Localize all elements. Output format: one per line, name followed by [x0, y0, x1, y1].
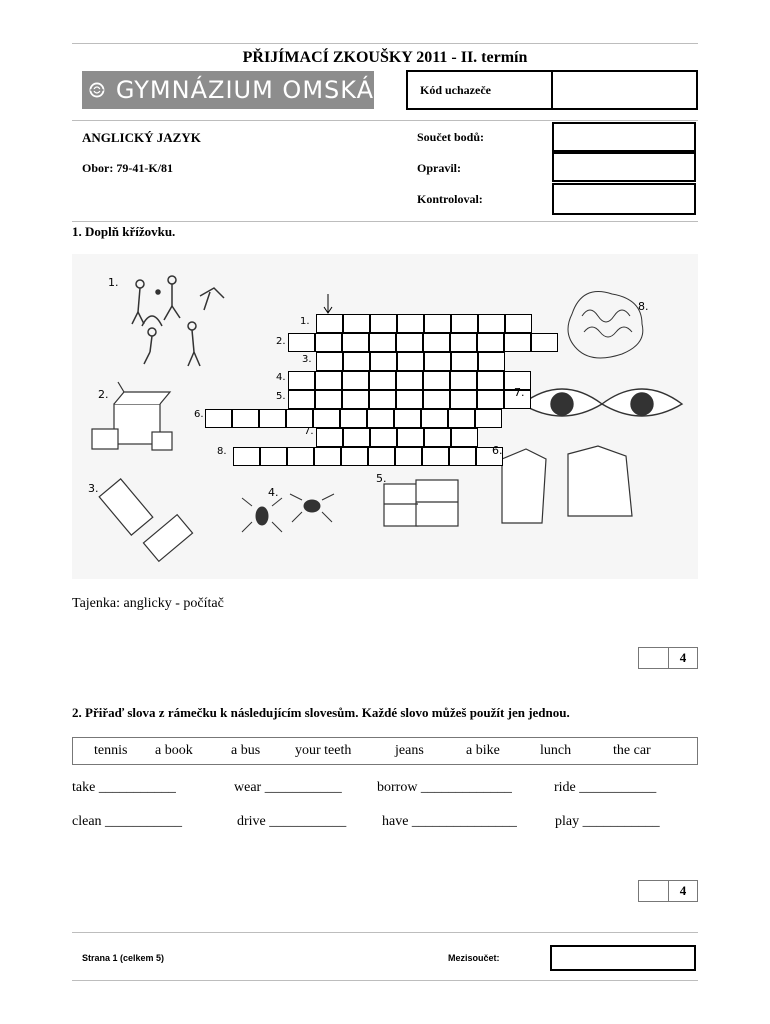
word-option: lunch: [540, 743, 572, 758]
word-option: a bus: [231, 743, 261, 758]
crossword-cell[interactable]: [505, 314, 532, 333]
crossword-cell[interactable]: [340, 409, 367, 428]
verb-blank[interactable]: borrow _____________: [377, 780, 512, 795]
crossword-cell[interactable]: [288, 333, 315, 352]
rule: [72, 221, 698, 222]
crossword-cell[interactable]: [205, 409, 232, 428]
spiders-icon: [242, 494, 334, 532]
crossword-cell[interactable]: [477, 371, 504, 390]
crossword-cell[interactable]: [369, 390, 396, 409]
rule: [72, 120, 698, 121]
crossword-cell[interactable]: [422, 447, 449, 466]
crossword-cell[interactable]: [287, 447, 314, 466]
page-number: Strana 1 (celkem 5): [82, 953, 165, 963]
crossword-cell[interactable]: [232, 409, 259, 428]
verb-blank[interactable]: have _______________: [382, 814, 517, 829]
task1-heading: 1. Doplň křížovku.: [72, 224, 176, 239]
crossword-cell[interactable]: [314, 447, 341, 466]
tajenka-text: Tajenka: anglicky - počítač: [72, 596, 224, 611]
crossword-cell[interactable]: [396, 333, 423, 352]
picture-label: 3.: [88, 482, 99, 495]
crossword-cell[interactable]: [369, 333, 396, 352]
crossword-cell[interactable]: [343, 352, 370, 371]
kod-uchazece-label: Kód uchazeče: [420, 83, 491, 97]
crossword-cell[interactable]: [396, 390, 423, 409]
word-option: your teeth: [295, 743, 352, 758]
crossword-cell[interactable]: [395, 447, 422, 466]
crossword-cell[interactable]: [451, 314, 478, 333]
crossword-cell[interactable]: [343, 428, 370, 447]
row-number: 5.: [276, 391, 286, 402]
curly-hair-icon: [568, 292, 643, 359]
crossword-cell[interactable]: [260, 447, 287, 466]
picture-label: 5.: [376, 472, 387, 485]
kod-divider: [551, 70, 553, 110]
picture-label: 8.: [638, 300, 649, 313]
crossword-cell[interactable]: [477, 333, 504, 352]
crossword-cell[interactable]: [342, 333, 369, 352]
crossword-cell[interactable]: [370, 428, 397, 447]
word-option: jeans: [395, 743, 424, 758]
mezisoucet-field[interactable]: [550, 945, 696, 971]
score-input-cell[interactable]: [639, 648, 669, 668]
crossword-picture: [72, 254, 698, 579]
word-option: a bike: [466, 743, 500, 758]
crossword-cell[interactable]: [451, 352, 478, 371]
obor-label: Obor: 79-41-K/81: [82, 161, 173, 175]
crossword-cell[interactable]: [367, 409, 394, 428]
top-rule: [72, 43, 698, 44]
crossword-cell[interactable]: [423, 390, 450, 409]
crossword-cell[interactable]: [288, 371, 315, 390]
crossword-cell[interactable]: [397, 428, 424, 447]
shirts-icon: [502, 446, 632, 523]
crossword-cell[interactable]: [370, 352, 397, 371]
crossword-cell[interactable]: [341, 447, 368, 466]
word-option: tennis: [94, 743, 128, 758]
crossword-cell[interactable]: [315, 371, 342, 390]
children-playing-icon: [132, 276, 224, 366]
crossword-cell[interactable]: [394, 409, 421, 428]
picture-label: 7.: [514, 386, 525, 399]
crossword-cell[interactable]: [370, 314, 397, 333]
mezisoucet-label: Mezisoučet:: [448, 953, 500, 963]
score-input-cell[interactable]: [639, 881, 669, 901]
opravil-label: Opravil:: [417, 161, 461, 175]
crossword-cell[interactable]: [477, 390, 504, 409]
page-title: PŘIJÍMACÍ ZKOUŠKY 2011 - II. termín: [242, 49, 528, 66]
crossword-cell[interactable]: [396, 371, 423, 390]
max-points: 4: [679, 883, 687, 898]
footer-rule: [72, 932, 698, 933]
row-number: 2.: [276, 336, 286, 347]
verb-blank[interactable]: wear ___________: [234, 780, 342, 795]
crossword-cell[interactable]: [450, 333, 477, 352]
row-number: 8.: [217, 446, 227, 457]
crossword-cell[interactable]: [478, 352, 505, 371]
kontroloval-label: Kontroloval:: [417, 192, 483, 206]
row-number: 1.: [300, 316, 310, 327]
subject-label: ANGLICKÝ JAZYK: [82, 130, 201, 145]
tajenka-arrow-icon: [324, 294, 332, 313]
crossword-cell[interactable]: [316, 428, 343, 447]
crossword-cell[interactable]: [288, 390, 315, 409]
crossword-cell[interactable]: [450, 390, 477, 409]
picture-label: 1.: [108, 276, 119, 289]
crossword-cell[interactable]: [315, 333, 342, 352]
task1-score-box: [638, 647, 698, 669]
soucet-bodu-label: Součet bodů:: [417, 130, 485, 144]
crossword-cell[interactable]: [313, 409, 340, 428]
picture-label: 4.: [268, 486, 279, 499]
crossword-cell[interactable]: [449, 447, 476, 466]
crossword-cell[interactable]: [316, 352, 343, 371]
crossword-cell[interactable]: [368, 447, 395, 466]
crossword-cell[interactable]: [397, 352, 424, 371]
picture-label: 6.: [492, 444, 503, 457]
crossword-cell[interactable]: [448, 409, 475, 428]
buses-icon: [384, 480, 458, 526]
crossword-cell[interactable]: [369, 371, 396, 390]
crossword-cell[interactable]: [342, 390, 369, 409]
crossword-cell[interactable]: [423, 371, 450, 390]
crossword-cell[interactable]: [397, 314, 424, 333]
crossword-cell[interactable]: [315, 390, 342, 409]
verb-blank[interactable]: take ___________: [72, 780, 176, 795]
verb-blank[interactable]: drive ___________: [237, 814, 347, 829]
footer-rule: [72, 980, 698, 981]
crossword-cell[interactable]: [421, 409, 448, 428]
crossword-cell[interactable]: [475, 409, 502, 428]
crossword-cell[interactable]: [342, 371, 369, 390]
row-number: 6.: [194, 409, 204, 420]
crossword-cell[interactable]: [316, 314, 343, 333]
crossword-cell[interactable]: [450, 371, 477, 390]
row-number: 4.: [276, 372, 286, 383]
soucet-bodu-field[interactable]: [552, 122, 696, 152]
verb-blank[interactable]: clean ___________: [72, 814, 183, 829]
crossword-cell[interactable]: [424, 314, 451, 333]
task2-score-box: [638, 880, 698, 902]
kontroloval-field[interactable]: [552, 183, 696, 215]
word-option: a book: [155, 743, 193, 758]
crossword-cell[interactable]: [423, 333, 450, 352]
picture-label: 2.: [98, 388, 109, 401]
row-number: 3.: [302, 354, 312, 365]
school-logo: [82, 71, 374, 109]
crossword-cell[interactable]: [478, 314, 505, 333]
logo-text: GYMNÁZIUM OMSKÁ: [115, 76, 374, 104]
crossword-cell[interactable]: [504, 333, 531, 352]
crossword-cell[interactable]: [531, 333, 558, 352]
crossword-cell[interactable]: [451, 428, 478, 447]
verb-blank[interactable]: play ___________: [555, 814, 660, 829]
max-points: 4: [679, 650, 687, 665]
crossword-cell[interactable]: [424, 352, 451, 371]
task2-heading: 2. Přiřaď slova z rámečku k následujícím slovesům. Každé slovo můžeš použít jen jednou.: [72, 705, 570, 720]
eyes-icon: [522, 389, 682, 416]
logo-emblem-icon: [88, 75, 106, 105]
verb-blank[interactable]: ride ___________: [554, 780, 657, 795]
mobile-phones-icon: [99, 479, 192, 561]
word-option: the car: [613, 743, 651, 758]
crossword-cell[interactable]: [233, 447, 260, 466]
crossword-cell[interactable]: [259, 409, 286, 428]
opravil-field[interactable]: [552, 152, 696, 182]
crossword-cell[interactable]: [343, 314, 370, 333]
row-number: 7.: [304, 426, 314, 437]
crossword-cell[interactable]: [424, 428, 451, 447]
